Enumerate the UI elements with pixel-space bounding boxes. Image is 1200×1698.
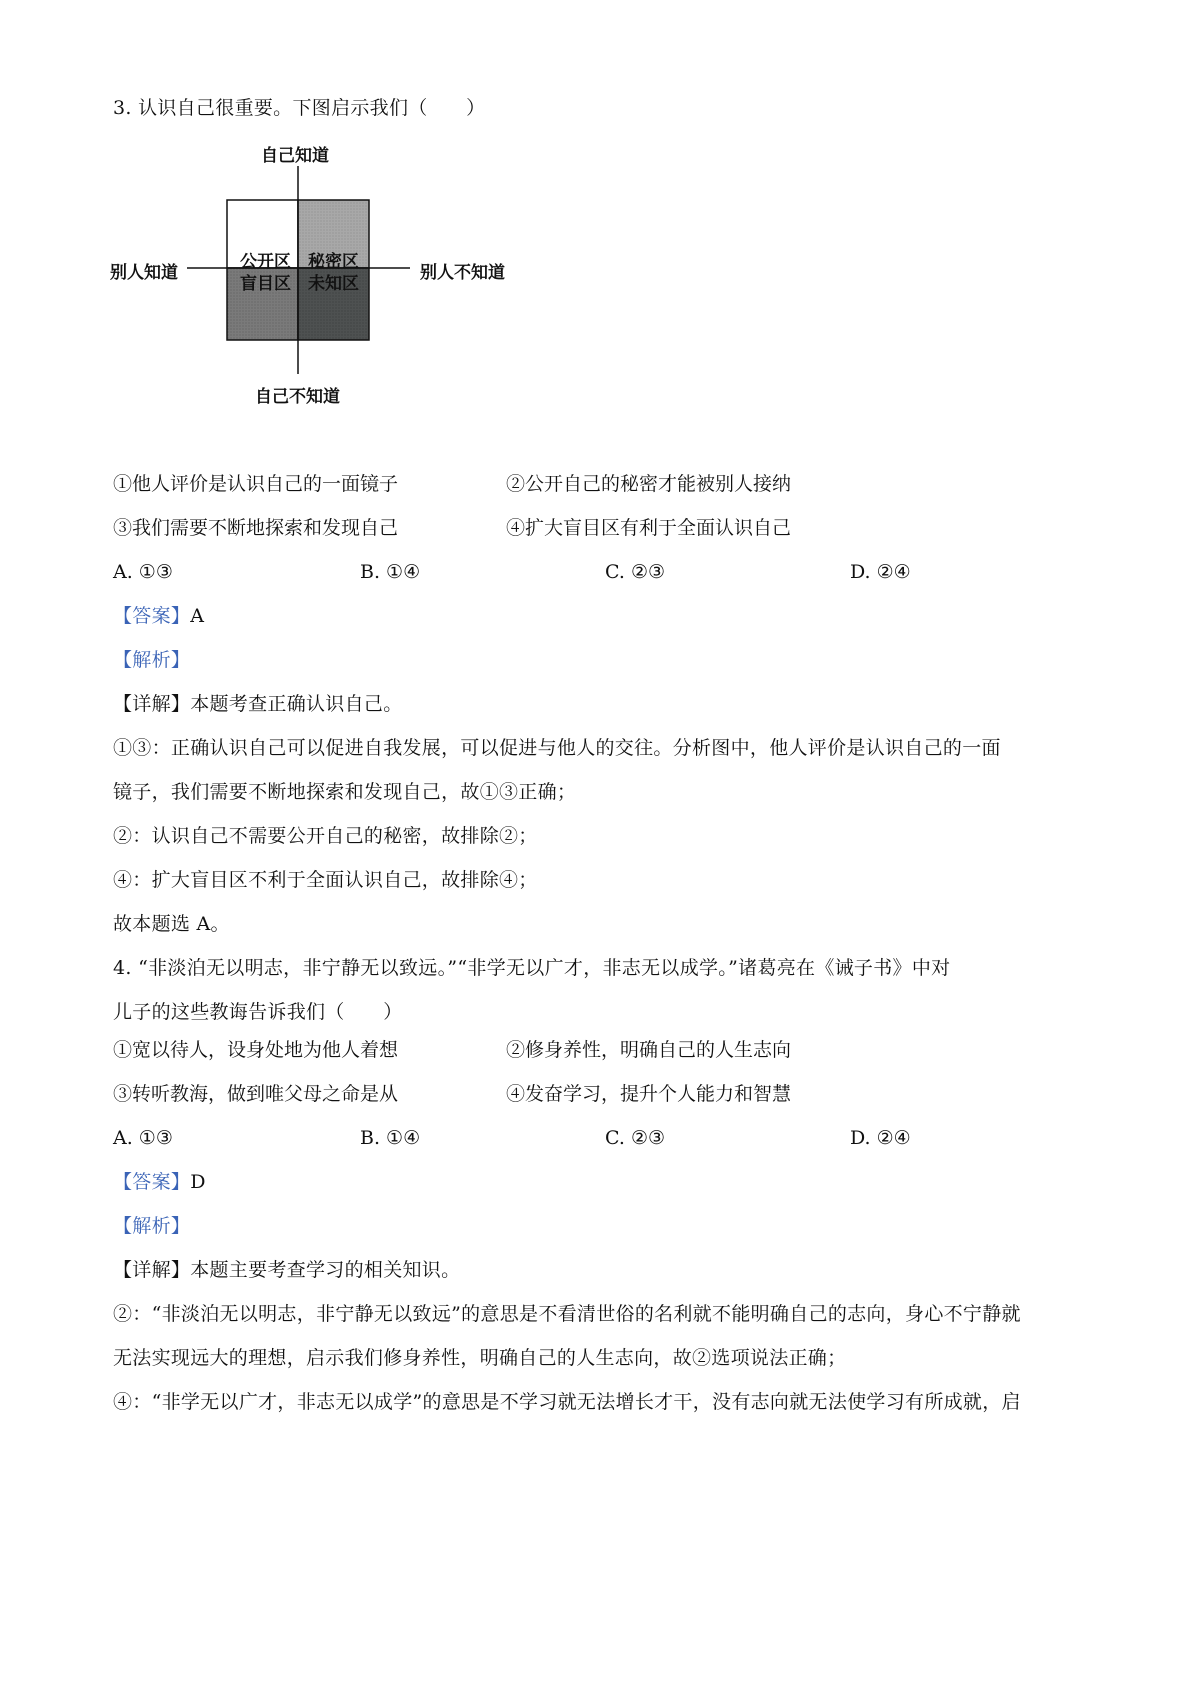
q4-choice-a: A. ①③	[113, 1127, 173, 1149]
question-4-stem-b: 儿子的这些教诲告诉我们（ ）	[113, 1001, 403, 1023]
q3-option-3: ③我们需要不断地探索和发现自己	[113, 517, 399, 539]
q3-explanation-1a: ①③：正确认识自己可以促进自我发展，可以促进与他人的交往。分析图中，他人评价是认识自己的一面	[113, 737, 1001, 759]
q3-choice-c: C. ②③	[605, 561, 666, 583]
q4-choice-d: D. ②④	[850, 1127, 911, 1149]
q4-option-2: ②修身养性，明确自己的人生志向	[506, 1039, 792, 1061]
q3-choices-row	[113, 559, 1013, 587]
q4-detail: 【详解】本题主要考查学习的相关知识。	[113, 1259, 461, 1281]
q3-choice-a: A. ①③	[113, 561, 173, 583]
q3-options-row-1	[113, 471, 1013, 499]
answer-tag: 【答案】	[113, 605, 191, 627]
q4-explanation-2a: ④：“非学无以广才，非志无以成学”的意思是不学习就无法增长才干，没有志向就无法使学习有所成就，启	[113, 1391, 1021, 1413]
axis-label-self-knows: 自己知道	[261, 146, 329, 166]
answer-value: D	[190, 1171, 206, 1193]
q4-option-1: ①宽以待人，设身处地为他人着想	[113, 1039, 399, 1061]
q3-options-row-2	[113, 515, 1013, 543]
axis-label-self-unknown: 自己不知道	[255, 387, 340, 407]
label-blind-area: 盲目区	[240, 274, 291, 294]
q3-option-2: ②公开自己的秘密才能被别人接纳	[506, 473, 792, 495]
q3-analysis-tag: 【解析】	[113, 649, 191, 671]
q4-option-4: ④发奋学习，提升个人能力和智慧	[506, 1083, 792, 1105]
q4-explanation-1a: ②：“非淡泊无以明志，非宁静无以致远”的意思是不看清世俗的名利就不能明确自己的志向，身心不宁静就	[113, 1303, 1021, 1325]
question-3-stem: 3. 认识自己很重要。下图启示我们（ ）	[113, 97, 486, 119]
q4-choices-row	[113, 1125, 1013, 1153]
q4-options-row-1	[113, 1037, 1013, 1065]
q3-choice-d: D. ②④	[850, 561, 911, 583]
q4-answer	[113, 1169, 206, 1195]
axis-label-others-unknown: 别人不知道	[420, 263, 505, 283]
q3-explanation-3: ④：扩大盲目区不利于全面认识自己，故排除④；	[113, 869, 538, 891]
q3-option-1: ①他人评价是认识自己的一面镜子	[113, 473, 399, 495]
q3-explanation-2: ②：认识自己不需要公开自己的秘密，故排除②；	[113, 825, 538, 847]
q3-detail: 【详解】本题考查正确认识自己。	[113, 693, 403, 715]
q3-answer	[113, 603, 204, 629]
label-open-area: 公开区	[240, 252, 291, 272]
self-awareness-quadrant-diagram	[110, 148, 570, 438]
answer-tag: 【答案】	[113, 1171, 191, 1193]
q3-option-4: ④扩大盲目区有利于全面认识自己	[506, 517, 792, 539]
q3-conclusion: 故本题选 A。	[113, 913, 230, 935]
q4-explanation-1b: 无法实现远大的理想，启示我们修身养性，明确自己的人生志向，故②选项说法正确；	[113, 1347, 847, 1369]
q4-choice-b: B. ①④	[360, 1127, 421, 1149]
q4-choice-c: C. ②③	[605, 1127, 666, 1149]
label-secret-area: 秘密区	[308, 252, 359, 272]
q3-choice-b: B. ①④	[360, 561, 421, 583]
question-4-stem-a: 4. “非淡泊无以明志，非宁静无以致远。”“非学无以广才，非志无以成学。”诸葛亮在《诫子书》中对	[113, 957, 951, 979]
axis-label-others-know: 别人知道	[110, 263, 178, 283]
answer-value: A	[190, 605, 205, 627]
label-unknown-area: 未知区	[308, 274, 359, 294]
q4-option-3: ③转听教海，做到唯父母之命是从	[113, 1083, 399, 1105]
q3-explanation-1b: 镜子，我们需要不断地探索和发现自己，故①③正确；	[113, 781, 577, 803]
q4-options-row-2	[113, 1081, 1013, 1109]
q4-analysis-tag: 【解析】	[113, 1215, 191, 1237]
